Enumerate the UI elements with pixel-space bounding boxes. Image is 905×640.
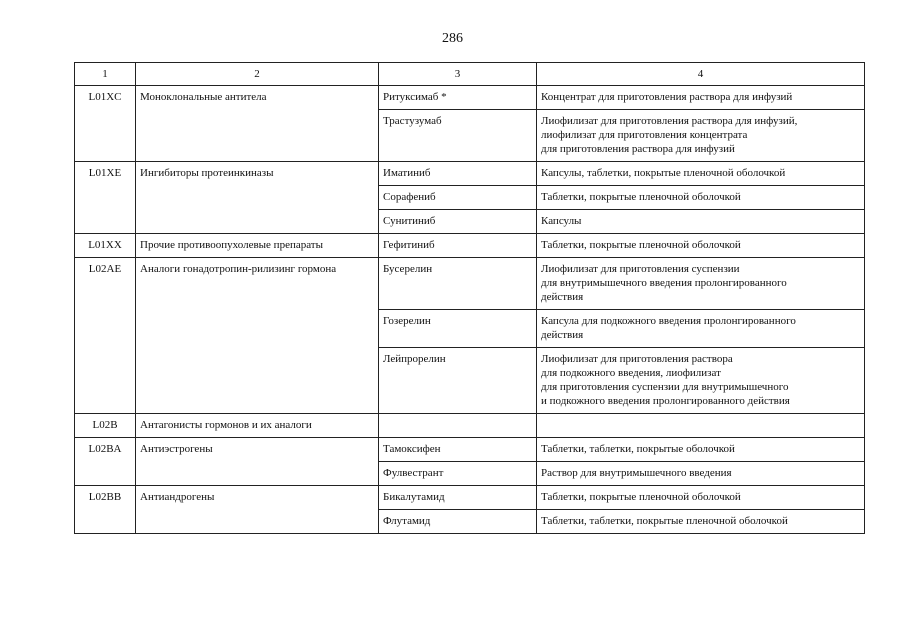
group-name-cell: Прочие противоопухолевые препараты bbox=[136, 234, 379, 258]
drug-name-cell: Ритуксимаб * bbox=[379, 86, 537, 110]
drug-name-cell: Трастузумаб bbox=[379, 110, 537, 162]
group-name-cell: Антиэстрогены bbox=[136, 438, 379, 486]
table-row bbox=[75, 234, 865, 258]
column-header-4: 4 bbox=[537, 63, 865, 86]
atc-code-cell: L01XC bbox=[75, 86, 136, 162]
dosage-form-cell bbox=[537, 210, 865, 234]
dosage-form-line: для приготовления раствора для инфузий bbox=[541, 143, 735, 155]
drug-name-cell: Тамоксифен bbox=[379, 438, 537, 462]
dosage-form-cell bbox=[537, 186, 865, 210]
dosage-form-line: Таблетки, таблетки, покрытые пленочной оболочкой bbox=[541, 515, 788, 527]
atc-code-cell: L01XX bbox=[75, 234, 136, 258]
dosage-form-line: Таблетки, таблетки, покрытые оболочкой bbox=[541, 443, 735, 455]
atc-code-cell: L01XE bbox=[75, 162, 136, 234]
dosage-form-line: для приготовления суспензии для внутримышечного bbox=[541, 381, 789, 393]
dosage-form-line: Капсулы bbox=[541, 215, 582, 227]
dosage-form-cell bbox=[537, 86, 865, 110]
drug-name-cell: Гозерелин bbox=[379, 310, 537, 348]
dosage-form-line: лиофилизат для приготовления концентрата bbox=[541, 129, 748, 141]
dosage-form-line: действия bbox=[541, 291, 584, 303]
group-name-cell: Ингибиторы протеинкиназы bbox=[136, 162, 379, 234]
atc-code-cell: L02B bbox=[75, 414, 136, 438]
drug-name-cell: Фулвестрант bbox=[379, 462, 537, 486]
table-row bbox=[75, 438, 865, 462]
atc-code-cell: L02BA bbox=[75, 438, 136, 486]
dosage-form-cell bbox=[537, 510, 865, 534]
dosage-form-line: Лиофилизат для приготовления раствора bbox=[541, 353, 733, 365]
dosage-form-line: Таблетки, покрытые пленочной оболочкой bbox=[541, 239, 741, 251]
header-row bbox=[75, 63, 865, 86]
drug-name-cell: Бикалутамид bbox=[379, 486, 537, 510]
column-header-1: 1 bbox=[75, 63, 136, 86]
dosage-form-cell bbox=[537, 310, 865, 348]
dosage-form-line: для подкожного введения, лиофилизат bbox=[541, 367, 721, 379]
dosage-form-cell bbox=[537, 234, 865, 258]
table-row bbox=[75, 162, 865, 186]
table-row bbox=[75, 486, 865, 510]
group-name-cell: Аналоги гонадотропин-рилизинг гормона bbox=[136, 258, 379, 414]
dosage-form-line: Лиофилизат для приготовления раствора для инфузий, bbox=[541, 115, 798, 127]
drug-name-cell: Флутамид bbox=[379, 510, 537, 534]
drug-name-cell: Гефитиниб bbox=[379, 234, 537, 258]
atc-code-cell: L02BB bbox=[75, 486, 136, 534]
drug-name-cell: Бусерелин bbox=[379, 258, 537, 310]
drug-name-cell: Иматиниб bbox=[379, 162, 537, 186]
group-name-cell: Антагонисты гормонов и их аналоги bbox=[136, 414, 379, 438]
column-header-3: 3 bbox=[379, 63, 537, 86]
dosage-form-cell bbox=[537, 414, 865, 438]
dosage-form-cell bbox=[537, 438, 865, 462]
dosage-form-line: для внутримышечного введения пролонгированного bbox=[541, 277, 787, 289]
drug-name-cell: Сорафениб bbox=[379, 186, 537, 210]
atc-code-cell: L02AE bbox=[75, 258, 136, 414]
dosage-form-cell bbox=[537, 486, 865, 510]
dosage-form-cell bbox=[537, 110, 865, 162]
dosage-form-line: и подкожного введения пролонгированного действия bbox=[541, 395, 790, 407]
drug-table bbox=[74, 62, 865, 534]
dosage-form-line: Таблетки, покрытые пленочной оболочкой bbox=[541, 491, 741, 503]
table-row bbox=[75, 86, 865, 110]
dosage-form-line: действия bbox=[541, 329, 584, 341]
dosage-form-line: Капсула для подкожного введения пролонгированного bbox=[541, 315, 796, 327]
table-row bbox=[75, 258, 865, 310]
table-body bbox=[75, 86, 865, 534]
dosage-form-cell bbox=[537, 462, 865, 486]
drug-name-cell bbox=[379, 414, 537, 438]
dosage-form-line: Капсулы, таблетки, покрытые пленочной оболочкой bbox=[541, 167, 786, 179]
table-row bbox=[75, 414, 865, 438]
drug-name-cell: Сунитиниб bbox=[379, 210, 537, 234]
dosage-form-line: Раствор для внутримышечного введения bbox=[541, 467, 732, 479]
dosage-form-line: Таблетки, покрытые пленочной оболочкой bbox=[541, 191, 741, 203]
drug-name-cell: Лейпрорелин bbox=[379, 348, 537, 414]
dosage-form-cell bbox=[537, 162, 865, 186]
dosage-form-cell bbox=[537, 348, 865, 414]
group-name-cell: Моноклональные антитела bbox=[136, 86, 379, 162]
page-number: 286 bbox=[442, 31, 463, 46]
group-name-cell: Антиандрогены bbox=[136, 486, 379, 534]
dosage-form-line: Лиофилизат для приготовления суспензии bbox=[541, 263, 740, 275]
dosage-form-line: Концентрат для приготовления раствора для инфузий bbox=[541, 91, 793, 103]
column-header-2: 2 bbox=[136, 63, 379, 86]
dosage-form-cell bbox=[537, 258, 865, 310]
